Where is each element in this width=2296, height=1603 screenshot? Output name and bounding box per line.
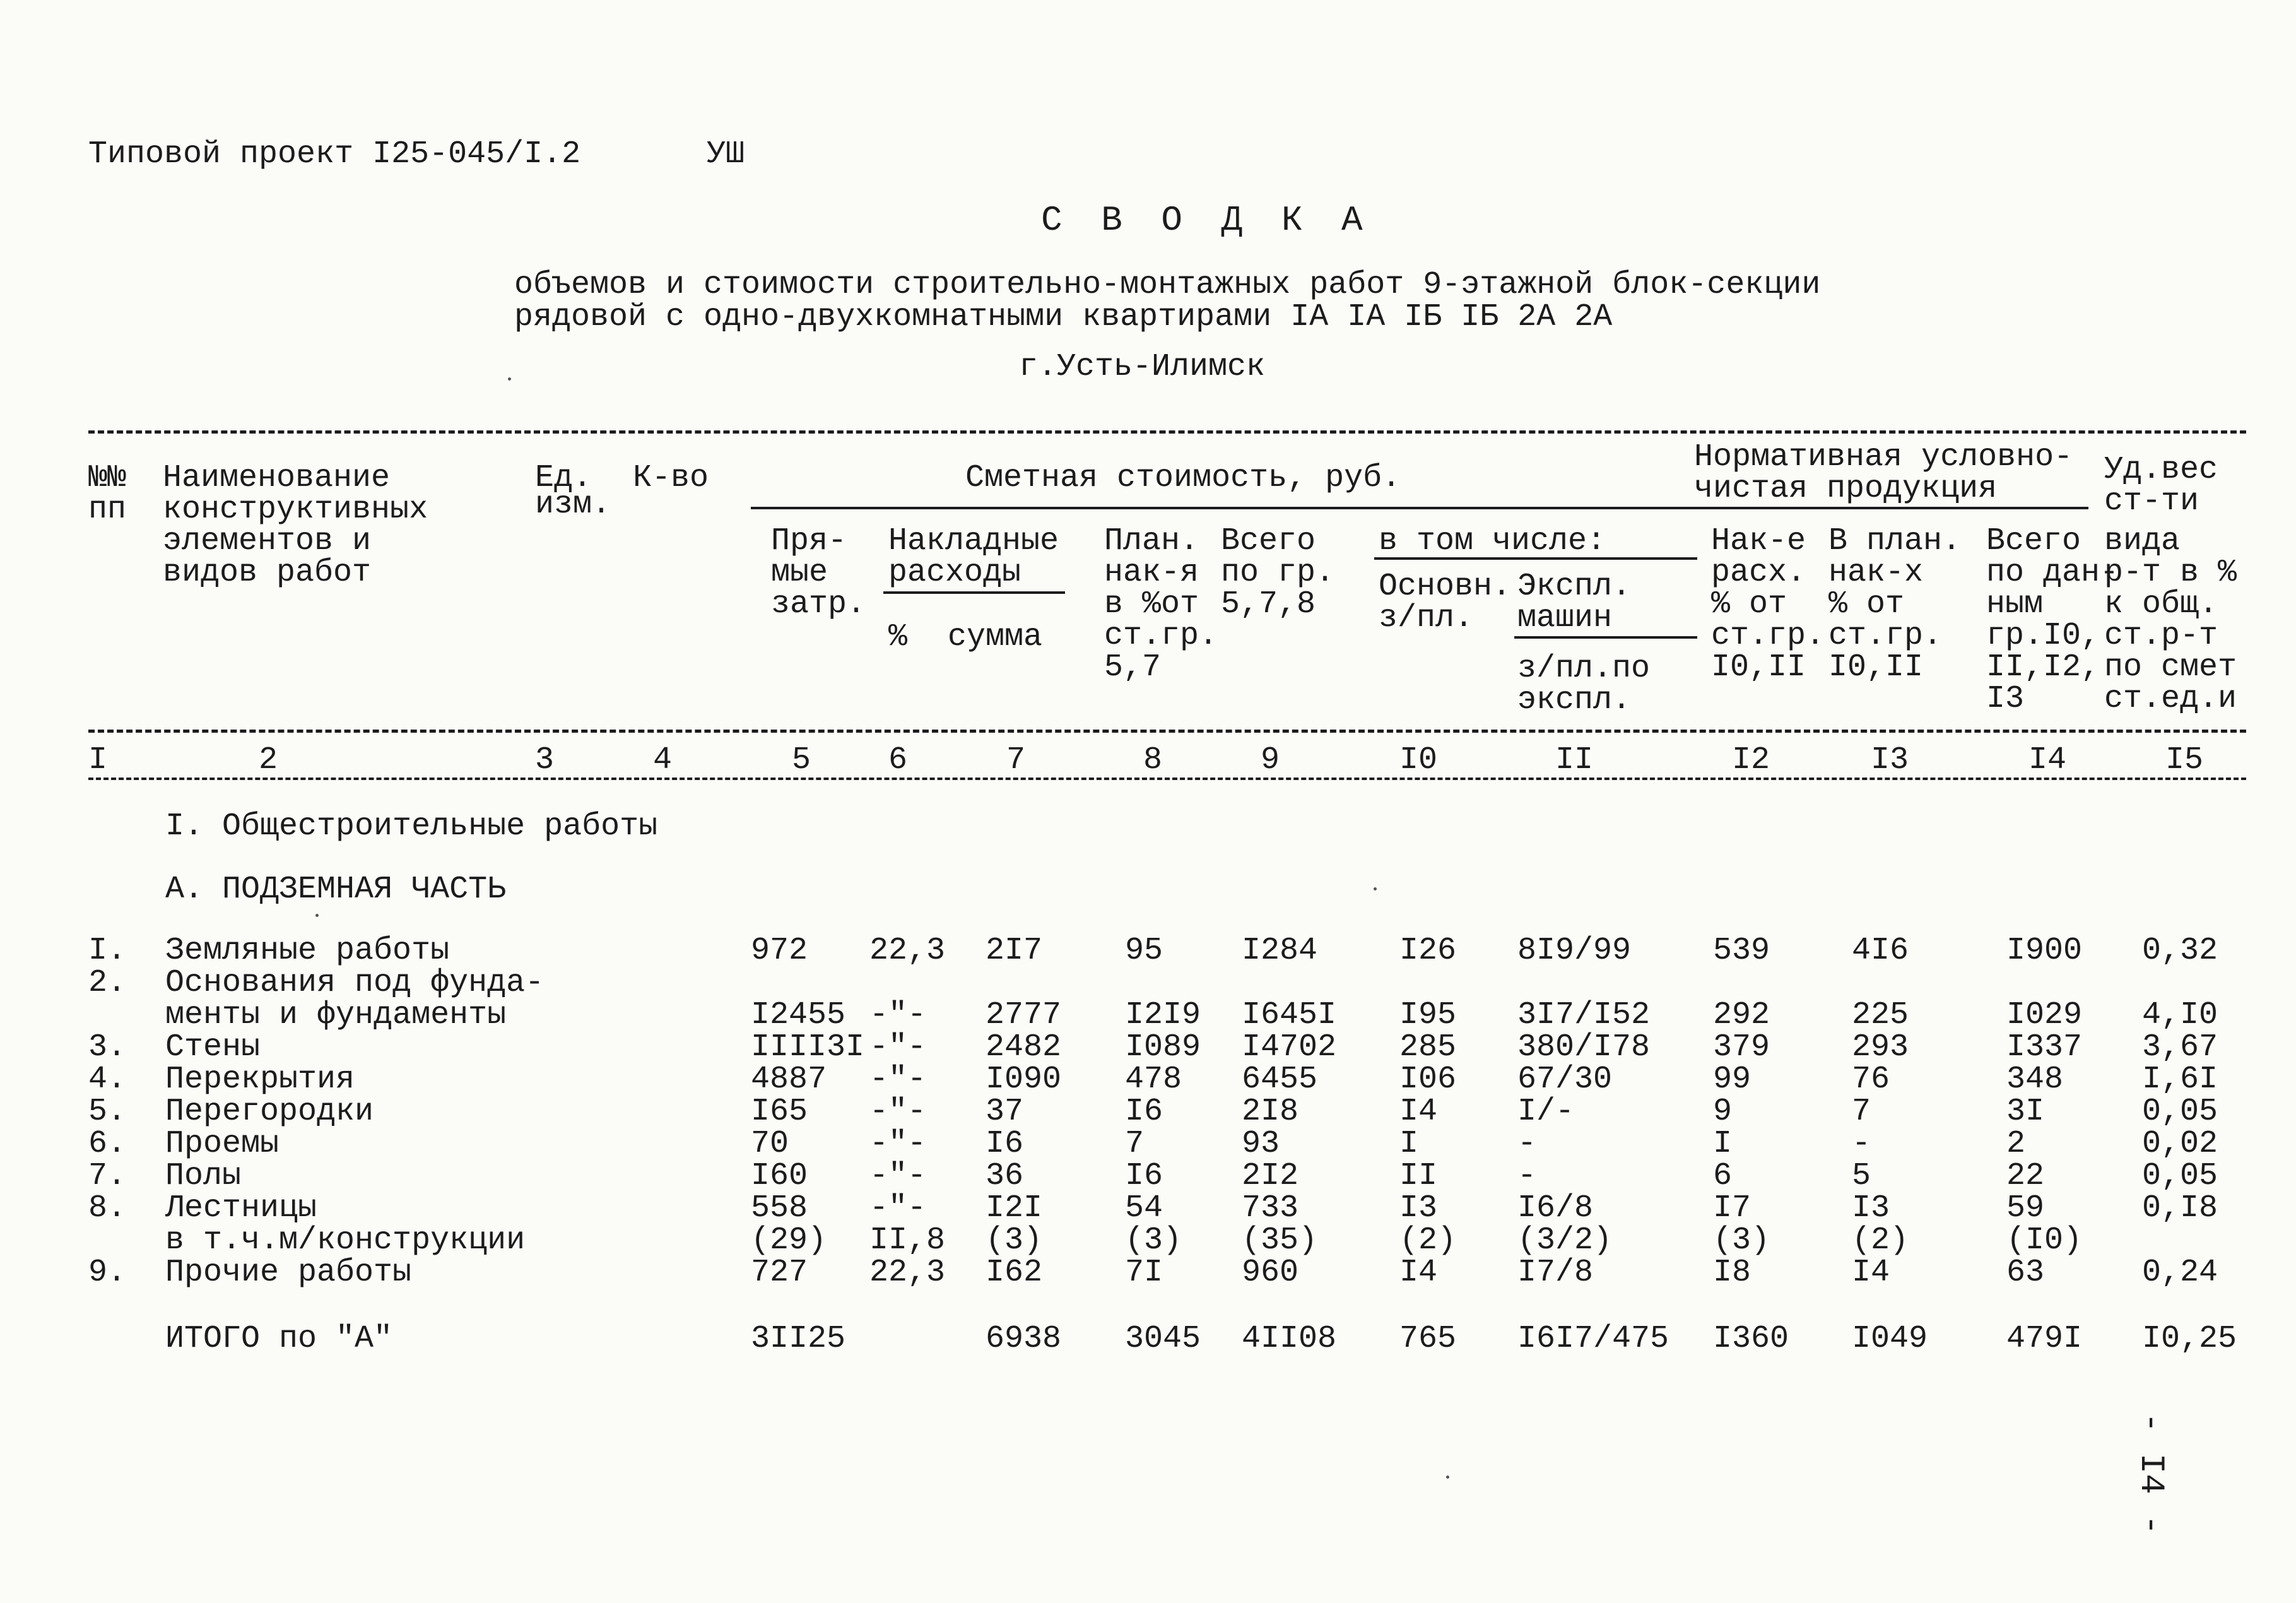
total-c12: I360 <box>1713 1321 1789 1357</box>
section-heading-general: I. Общестроительные работы <box>165 808 658 844</box>
cell-c7: I62 <box>986 1255 1043 1291</box>
page-number: - I4 - <box>2131 1412 2170 1535</box>
cell-c14: 59 <box>2006 1190 2045 1226</box>
cell-c7: 2482 <box>986 1029 1062 1065</box>
cell-c12: I8 <box>1713 1255 1751 1291</box>
cell-c6: 22,3 <box>869 933 946 969</box>
cell-c10: (2) <box>1399 1222 1457 1258</box>
cell-c13: 76 <box>1852 1062 1890 1097</box>
cell-c13: I3 <box>1852 1190 1890 1226</box>
col14-header-d: гр.I0, <box>1986 618 2100 654</box>
col2-header-a: Наименование <box>163 460 391 496</box>
col12-header-e: I0,II <box>1711 649 1806 685</box>
cell-c15: 0,I8 <box>2142 1190 2218 1226</box>
title-line-1: объемов и стоимости строительно-монтажных работ 9-этажной блок-секции <box>514 267 1821 303</box>
col2-header-b: конструктивных <box>163 492 428 528</box>
cell-c13: 7 <box>1852 1094 1871 1130</box>
section-heading-underground: А. ПОДЗЕМНАЯ ЧАСТЬ <box>165 872 507 908</box>
cell-c15: 0,05 <box>2142 1094 2218 1130</box>
group-overhead-header: Накладные <box>888 523 1059 559</box>
cell-c6: 22,3 <box>869 1255 946 1291</box>
total-name: ИТОГО по "А" <box>165 1321 393 1357</box>
cell-c13: 5 <box>1852 1158 1871 1194</box>
col14-header-f: I3 <box>1986 681 2025 717</box>
group-cost-header: Сметная стоимость, руб. <box>965 460 1401 496</box>
colnum-5: 5 <box>792 742 811 778</box>
cell-c8: 54 <box>1125 1190 1163 1226</box>
cell-c8: I089 <box>1125 1029 1201 1065</box>
cell-c6: -"- <box>869 1126 927 1162</box>
colnum-2: 2 <box>259 742 278 778</box>
col8-header-a: План. <box>1104 523 1199 559</box>
total-c9: 4II08 <box>1242 1321 1337 1357</box>
city: г.Усть-Илимск <box>1019 349 1266 385</box>
total-c13: I049 <box>1852 1321 1928 1357</box>
cell-c11: I/- <box>1517 1094 1575 1130</box>
colnum-7: 7 <box>1006 742 1026 778</box>
cell-c14: I337 <box>2006 1029 2083 1065</box>
cell-name: Перегородки <box>165 1094 374 1130</box>
col15-header-d: р-т в % <box>2104 555 2237 591</box>
cell-c9: 93 <box>1242 1126 1280 1162</box>
cell-c12: 99 <box>1713 1062 1751 1097</box>
cell-c5: 70 <box>751 1126 789 1162</box>
cell-n: 2. <box>88 965 127 1001</box>
cell-c5: I60 <box>751 1158 808 1194</box>
cell-c6: -"- <box>869 1094 927 1130</box>
cell-c15: 4,I0 <box>2142 997 2218 1033</box>
cell-c7: 2I7 <box>986 933 1043 969</box>
colnum-4: 4 <box>653 742 673 778</box>
cell-name: Земляные работы <box>165 933 450 969</box>
col15-header-g: по смет <box>2104 649 2237 685</box>
cell-n: 4. <box>88 1062 127 1097</box>
cell-c7: 36 <box>986 1158 1024 1194</box>
cell-name: Перекрытия <box>165 1062 355 1097</box>
colnum-6: 6 <box>888 742 908 778</box>
colnum-11: II <box>1555 742 1594 778</box>
cell-c5: I65 <box>751 1094 808 1130</box>
col5-header-a: Пря- <box>771 523 847 559</box>
group-norm-header-2: чистая продукция <box>1694 471 1998 507</box>
cell-c11: 67/30 <box>1517 1062 1613 1097</box>
cell-c9: I284 <box>1242 933 1318 969</box>
cell-c11: (3/2) <box>1517 1222 1613 1258</box>
cell-c14: 63 <box>2006 1255 2045 1291</box>
col1-header-b: пп <box>88 492 127 528</box>
cell-n: 3. <box>88 1029 127 1065</box>
cell-c7: 37 <box>986 1094 1024 1130</box>
cell-c14: 348 <box>2006 1062 2064 1097</box>
group-overhead-header-2: расходы <box>888 555 1021 591</box>
cell-c14: 2 <box>2006 1126 2026 1162</box>
cell-c6: -"- <box>869 1062 927 1097</box>
cell-c12: (3) <box>1713 1222 1770 1258</box>
cell-c9: 960 <box>1242 1255 1299 1291</box>
project-code: Типовой проект I25-045/I.2 <box>88 136 581 172</box>
col13-header-e: I0,II <box>1828 649 1924 685</box>
cell-c8: 7 <box>1125 1126 1145 1162</box>
col1-header-a: №№ <box>88 460 127 496</box>
col12-header-b: расх. <box>1711 555 1806 591</box>
cell-c11: I6/8 <box>1517 1190 1594 1226</box>
colnum-8: 8 <box>1143 742 1163 778</box>
col15-header-h: ст.ед.и <box>2104 681 2237 717</box>
col10-header-a: Основн. <box>1379 569 1512 605</box>
cell-c9: 2I8 <box>1242 1094 1299 1130</box>
col15-header-c: вида <box>2104 523 2181 559</box>
col15-header-e: к общ. <box>2104 586 2218 622</box>
cell-c6: II,8 <box>869 1222 946 1258</box>
cell-c5: IIII3I <box>751 1029 865 1065</box>
colnum-15: I5 <box>2165 742 2204 778</box>
cell-c14: (I0) <box>2006 1222 2083 1258</box>
cell-name: Лестницы <box>165 1190 317 1226</box>
cell-c12: 6 <box>1713 1158 1733 1194</box>
cell-c5: 972 <box>751 933 808 969</box>
total-c14: 479I <box>2006 1321 2083 1357</box>
cell-name: Стены <box>165 1029 261 1065</box>
cell-n: I. <box>88 933 127 969</box>
cell-n: 8. <box>88 1190 127 1226</box>
cell-c11: - <box>1517 1126 1537 1162</box>
cell-c15: 0,05 <box>2142 1158 2218 1194</box>
col15-header-b: ст-ти <box>2104 483 2199 519</box>
cell-n: 6. <box>88 1126 127 1162</box>
cell-c13: 4I6 <box>1852 933 1909 969</box>
col8-header-b: нак-я <box>1104 555 1199 591</box>
cell-c8: I2I9 <box>1125 997 1201 1033</box>
col13-header-b: нак-х <box>1828 555 1924 591</box>
col14-header-c: ным <box>1986 586 2044 622</box>
cell-c11: I7/8 <box>1517 1255 1594 1291</box>
cell-c6: -"- <box>869 1029 927 1065</box>
cell-name: менты и фундаменты <box>165 997 507 1033</box>
cell-c10: I3 <box>1399 1190 1438 1226</box>
cell-c7: I2I <box>986 1190 1043 1226</box>
cell-n: 7. <box>88 1158 127 1194</box>
cell-c6: -"- <box>869 1158 927 1194</box>
cell-c10: I95 <box>1399 997 1457 1033</box>
col12-header-c: % от <box>1711 586 1787 622</box>
cell-c15: 0,32 <box>2142 933 2218 969</box>
cell-c8: 7I <box>1125 1255 1163 1291</box>
cell-c14: I900 <box>2006 933 2083 969</box>
cell-c12: 539 <box>1713 933 1770 969</box>
col15-header-f: ст.р-т <box>2104 618 2218 654</box>
cell-c13: (2) <box>1852 1222 1909 1258</box>
cell-c12: 9 <box>1713 1094 1733 1130</box>
col14-header-b: по дан- <box>1986 555 2119 591</box>
colnum-12: I2 <box>1732 742 1770 778</box>
cell-c15: 0,24 <box>2142 1255 2218 1291</box>
cell-name: Прочие работы <box>165 1255 412 1291</box>
cell-c10: I4 <box>1399 1094 1438 1130</box>
col11-underline <box>1514 636 1697 639</box>
table-top-rule <box>88 430 2246 434</box>
colnum-14: I4 <box>2028 742 2067 778</box>
cell-c15: I,6I <box>2142 1062 2218 1097</box>
total-c5: 3II25 <box>751 1321 846 1357</box>
cell-c8: I6 <box>1125 1158 1163 1194</box>
cell-c9: (35) <box>1242 1222 1318 1258</box>
cell-c7: I090 <box>986 1062 1062 1097</box>
cell-c7: (3) <box>986 1222 1043 1258</box>
cell-name: Основания под фунда- <box>165 965 545 1001</box>
cell-c11: 8I9/99 <box>1517 933 1632 969</box>
cell-c6: -"- <box>869 1190 927 1226</box>
section-code: УШ <box>707 136 745 172</box>
cell-c15: 0,02 <box>2142 1126 2218 1162</box>
cell-c14: 3I <box>2006 1094 2045 1130</box>
col5-header-b: мые <box>771 555 828 591</box>
cell-c5: I2455 <box>751 997 846 1033</box>
cell-c9: 733 <box>1242 1190 1299 1226</box>
cell-c13: I4 <box>1852 1255 1890 1291</box>
cell-c14: 22 <box>2006 1158 2045 1194</box>
total-c11: I6I7/475 <box>1517 1321 1669 1357</box>
cell-c7: I6 <box>986 1126 1024 1162</box>
col11-header-a: Экспл. <box>1517 569 1632 605</box>
cell-c10: II <box>1399 1158 1438 1194</box>
col13-header-d: ст.гр. <box>1828 618 1943 654</box>
cell-c5: 727 <box>751 1255 808 1291</box>
group-norm-underline <box>1691 507 2088 509</box>
cell-c9: I645I <box>1242 997 1337 1033</box>
cell-c10: I4 <box>1399 1255 1438 1291</box>
cell-c9: 6455 <box>1242 1062 1318 1097</box>
cell-c8: 478 <box>1125 1062 1182 1097</box>
col11-header-c: з/пл.по <box>1517 651 1651 687</box>
colnum-10: I0 <box>1399 742 1438 778</box>
col3-header-b: изм. <box>535 487 611 523</box>
col3-header-a: Ед. <box>535 460 592 496</box>
cell-c13: 225 <box>1852 997 1909 1033</box>
col2-header-d: видов работ <box>163 555 372 591</box>
cell-c10: I <box>1399 1126 1419 1162</box>
col10-header-b: з/пл. <box>1379 600 1474 636</box>
cell-name: в т.ч.м/конструкции <box>165 1222 526 1258</box>
group-cost-underline <box>751 507 1697 509</box>
col12-header-a: Нак-е <box>1711 523 1806 559</box>
total-c10: 765 <box>1399 1321 1457 1357</box>
col15-header-a: Уд.вес <box>2104 452 2218 488</box>
total-c15: I0,25 <box>2142 1321 2237 1357</box>
group-norm-header: Нормативная условно- <box>1694 439 2073 475</box>
colnum-9: 9 <box>1261 742 1280 778</box>
cell-c12: I <box>1713 1126 1733 1162</box>
colnum-1: I <box>88 742 108 778</box>
col9-header-b: по гр. <box>1221 555 1335 591</box>
cell-c9: I4702 <box>1242 1029 1337 1065</box>
group-incl-underline <box>1374 557 1697 560</box>
col14-header-e: II,I2, <box>1986 649 2100 685</box>
total-c8: 3045 <box>1125 1321 1201 1357</box>
colnum-rule <box>88 778 2246 780</box>
col11-header-d: экспл. <box>1517 682 1632 718</box>
cell-c8: (3) <box>1125 1222 1182 1258</box>
cell-c7: 2777 <box>986 997 1062 1033</box>
cell-name: Полы <box>165 1158 242 1194</box>
colnum-3: 3 <box>535 742 555 778</box>
cell-c8: I6 <box>1125 1094 1163 1130</box>
cell-c11: 3I7/I52 <box>1517 997 1651 1033</box>
col5-header-c: затр. <box>771 586 866 622</box>
col11-header-b: машин <box>1517 600 1613 636</box>
col13-header-c: % от <box>1828 586 1905 622</box>
col9-header-c: 5,7,8 <box>1221 586 1316 622</box>
group-overhead-underline <box>883 591 1065 594</box>
col8-header-d: ст.гр. <box>1104 618 1218 654</box>
col8-header-c: в %от <box>1104 586 1199 622</box>
total-c7: 6938 <box>986 1321 1062 1357</box>
cell-c12: I7 <box>1713 1190 1751 1226</box>
cell-c12: 379 <box>1713 1029 1770 1065</box>
col6-header: % <box>888 619 908 655</box>
colnum-13: I3 <box>1871 742 1909 778</box>
cell-c12: 292 <box>1713 997 1770 1033</box>
col4-header: К-во <box>633 460 709 496</box>
cell-c6: -"- <box>869 997 927 1033</box>
cell-c10: I06 <box>1399 1062 1457 1097</box>
cell-c8: 95 <box>1125 933 1163 969</box>
col8-header-e: 5,7 <box>1104 649 1162 685</box>
cell-c11: - <box>1517 1158 1537 1194</box>
cell-n: 5. <box>88 1094 127 1130</box>
group-incl-header: в том числе: <box>1379 523 1606 559</box>
document-title: С В О Д К А <box>1041 200 1372 240</box>
cell-c10: I26 <box>1399 933 1457 969</box>
cell-c5: 4887 <box>751 1062 827 1097</box>
cell-c15: 3,67 <box>2142 1029 2218 1065</box>
cell-n: 9. <box>88 1255 127 1291</box>
col7-header: сумма <box>948 619 1043 655</box>
col2-header-c: элементов и <box>163 523 372 559</box>
title-line-2: рядовой с одно-двухкомнатными квартирами IA IA IБ IБ 2A 2A <box>514 299 1613 335</box>
col14-header-a: Всего <box>1986 523 2081 559</box>
header-bottom-rule <box>88 730 2246 733</box>
cell-c11: 380/I78 <box>1517 1029 1651 1065</box>
cell-c10: 285 <box>1399 1029 1457 1065</box>
col9-header-a: Всего <box>1221 523 1316 559</box>
cell-c14: I029 <box>2006 997 2083 1033</box>
col12-header-d: ст.гр. <box>1711 618 1825 654</box>
cell-name: Проемы <box>165 1126 280 1162</box>
col13-header-a: В план. <box>1828 523 1962 559</box>
cell-c13: 293 <box>1852 1029 1909 1065</box>
cell-c13: - <box>1852 1126 1871 1162</box>
cell-c5: 558 <box>751 1190 808 1226</box>
cell-c5: (29) <box>751 1222 827 1258</box>
cell-c9: 2I2 <box>1242 1158 1299 1194</box>
